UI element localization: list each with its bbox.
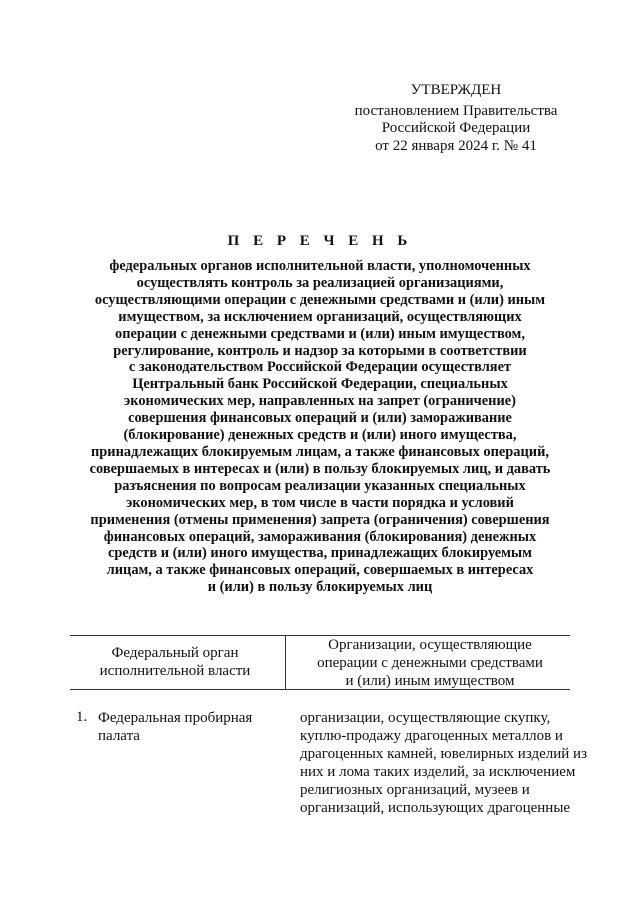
subtitle-line: принадлежащих блокируемым лицам, а также финансовых операций, (91, 443, 549, 460)
header-line: операции с денежными средствами (317, 655, 543, 671)
agency-line: палата (98, 728, 140, 744)
subtitle-line: лицам, а также финансовых операций, совершаемых в интересах (106, 562, 534, 579)
subtitle-line: финансовых операций, замораживания (блокирования) денежных (103, 528, 537, 545)
approval-heading: УТВЕРЖДЕН (410, 82, 502, 98)
agency-line: Федеральная пробирная (98, 710, 253, 726)
table-header-organizations (290, 636, 570, 690)
subtitle-line: имуществом, за исключением организаций, осуществляющих (118, 308, 522, 325)
organizations-line: них и лома таких изделий, за исключением (300, 764, 576, 780)
subtitle-line: экономических мер, направленных на запрет (ограничение) (124, 393, 516, 410)
subtitle-line: Центральный банк Российской Федерации, специальных (132, 376, 508, 393)
subtitle-line: с законодательством Российской Федерации осуществляет (128, 359, 512, 376)
table-column-divider (285, 635, 286, 690)
table-row-organizations (300, 709, 587, 817)
subtitle-line: (блокирование) денежных средств и (или) иного имущества, (123, 427, 517, 444)
approval-block (338, 82, 574, 155)
header-line: и (или) иным имуществом (345, 673, 515, 689)
header-line: исполнительной власти (99, 663, 251, 679)
document-subtitle (60, 258, 580, 596)
organizations-line: религиозных организаций, музеев и (300, 782, 530, 798)
subtitle-line: операции с денежными средствами и (или) иным имуществом, (115, 325, 525, 342)
header-line: Организации, осуществляющие (328, 637, 532, 653)
subtitle-line: совершаемых в интересах и (или) в пользу блокируемых лиц, и давать (89, 460, 551, 477)
subtitle-line: применения (отмены применения) запрета (ограничения) совершения (90, 511, 550, 528)
table-row-number: 1. (76, 709, 88, 725)
subtitle-line: и (или) в пользу блокируемых лиц (207, 579, 433, 596)
subtitle-line: средств и (или) иного имущества, принадлежащих блокируемым (108, 545, 532, 562)
table-row-agency (98, 709, 278, 745)
subtitle-line: разъяснения по вопросам реализации указанных специальных (114, 477, 526, 494)
header-line: Федеральный орган (111, 645, 239, 661)
organizations-line: организаций, использующих драгоценные (300, 800, 571, 816)
subtitle-line: совершения финансовых операций и (или) замораживание (128, 410, 512, 427)
document-title: П Е Р Е Ч Е Н Ь (227, 233, 413, 249)
subtitle-line: регулирование, контроль и надзор за которыми в соответствии (113, 342, 527, 359)
approval-line: постановлением Правительства (354, 102, 558, 119)
table-header-agency (70, 644, 280, 680)
subtitle-line: федеральных органов исполнительной власти, уполномоченных (109, 258, 531, 274)
subtitle-line: осуществлять контроль за реализацией организациями, (136, 274, 504, 291)
organizations-line: драгоценных камней, ювелирных изделий из (300, 746, 587, 762)
organizations-line: куплю-продажу драгоценных металлов и (300, 728, 563, 744)
subtitle-line: экономических мер, в том числе в части порядка и условий (126, 494, 514, 511)
subtitle-line: осуществляющими операции с денежными средствами и (или) иным (94, 291, 546, 308)
approval-line: Российской Федерации (381, 120, 531, 136)
approval-line: от 22 января 2024 г. № 41 (375, 137, 537, 154)
organizations-line: организации, осуществляющие скупку, (300, 710, 551, 726)
